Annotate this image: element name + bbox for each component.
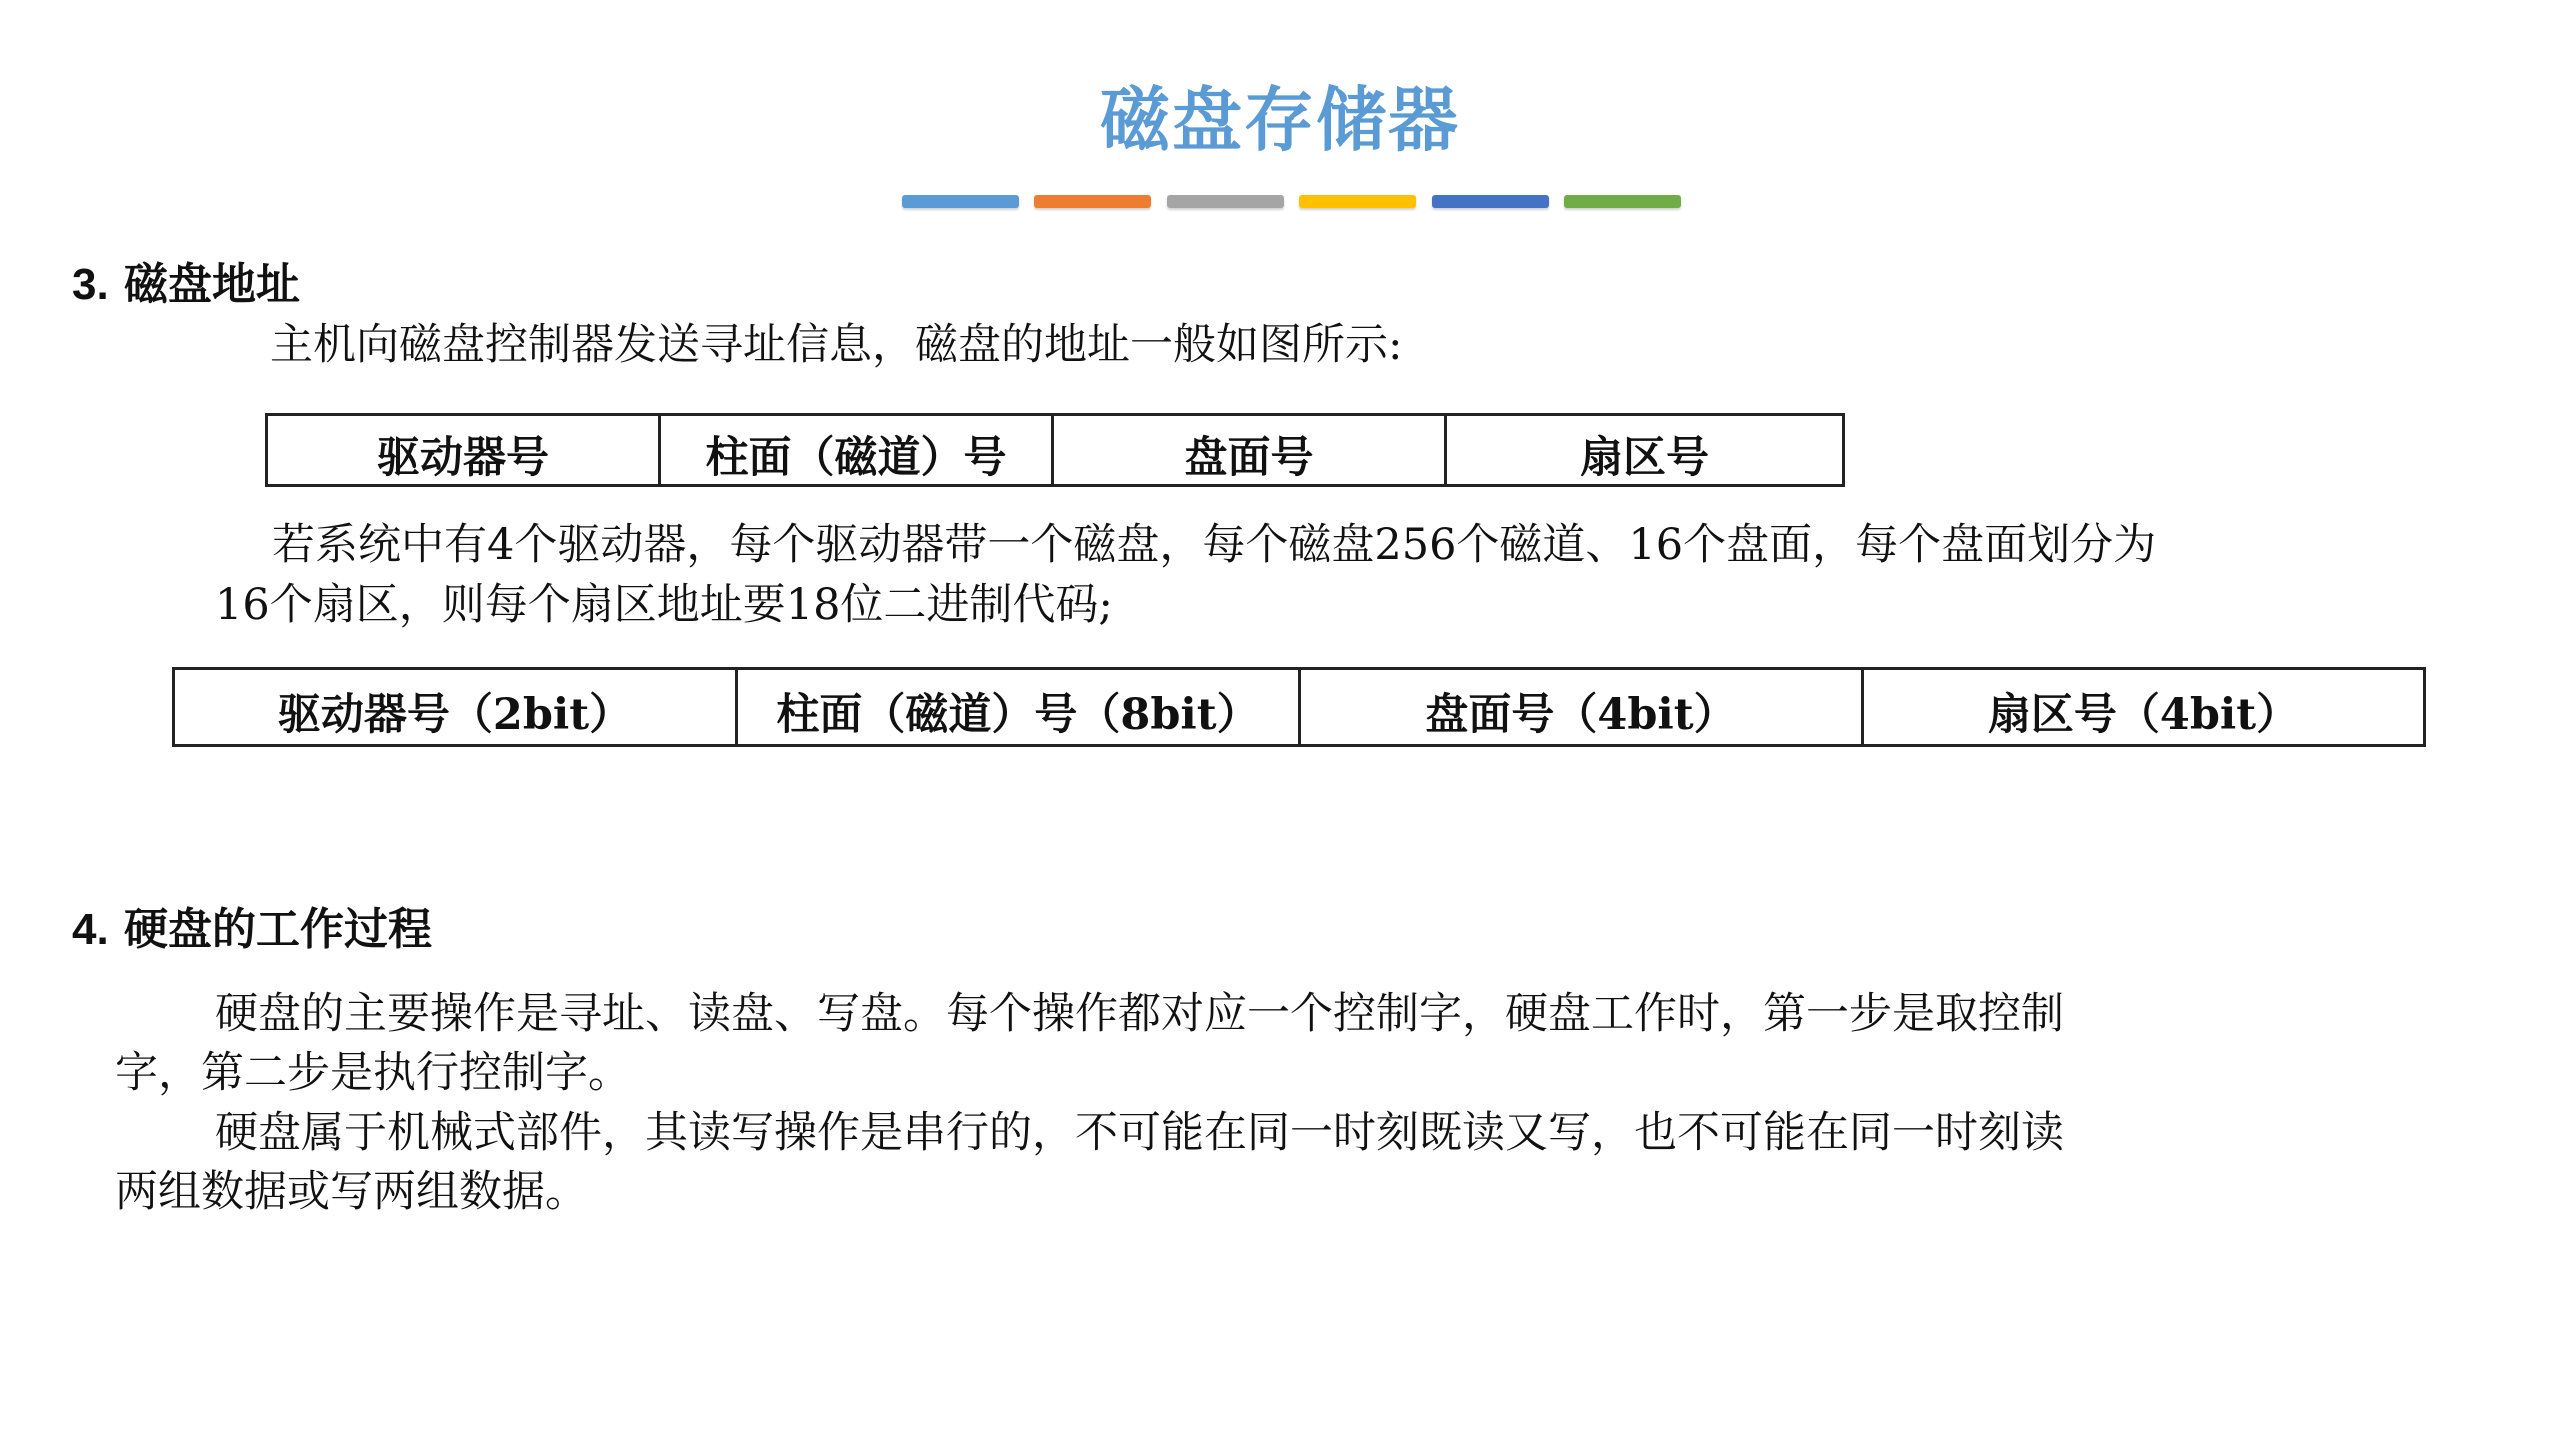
section-3-example-line1: 若系统中有4个驱动器，每个驱动器带一个磁盘，每个磁盘256个磁道、16个盘面，每个盘面划分为 [272,520,2157,570]
address-cell-surface: 盘面号 [1054,416,1447,484]
section-4-title: 硬盘的工作过程 [124,904,433,955]
section-4-p2-line2: 两组数据或写两组数据。 [115,1167,588,1217]
section-3-intro: 主机向磁盘控制器发送寻址信息，磁盘的地址一般如图所示: [270,320,1403,370]
section-4-heading [72,901,432,959]
address-cell-drive: 驱动器号 [268,416,661,484]
section-3-number: 3. [72,260,109,309]
address-cell-cylinder: 柱面（磁道）号 [661,416,1054,484]
bits-cell-sector: 扇区号（4bit） [1987,689,2300,740]
section-3-title: 磁盘地址 [124,259,301,310]
bits-cell-drive: 驱动器号（2bit） [175,670,738,744]
divider-bar-orange [1034,195,1151,208]
slide-title: 磁盘存储器 [1100,78,1460,161]
divider-bar-gray [1167,195,1284,208]
section-4-p2-line1: 硬盘属于机械式部件，其读写操作是串行的，不可能在同一时刻既读又写，也不可能在同一时刻读 [215,1108,2064,1158]
section-3-heading [72,256,300,314]
section-3-example-line2: 16个扇区，则每个扇区地址要18位二进制代码; [215,580,1113,630]
bits-cell-surface: 盘面号（4bit） [1301,670,1864,744]
divider-bar-blue [902,195,1019,208]
divider-bar-green [1564,195,1681,208]
section-4-number: 4. [72,905,109,954]
section-4-p1-line2: 字，第二步是执行控制字。 [115,1048,631,1098]
divider-bar-yellow [1299,195,1416,208]
title-divider [902,195,1682,209]
address-cell-sector: 扇区号 [1580,432,1709,483]
divider-bar-darkblue [1432,195,1549,208]
address-format-table [265,413,1845,487]
address-bits-table [172,667,2426,747]
section-4-p1-line1: 硬盘的主要操作是寻址、读盘、写盘。每个操作都对应一个控制字，硬盘工作时，第一步是取控制 [215,989,2064,1039]
bits-cell-cylinder: 柱面（磁道）号（8bit） [738,670,1301,744]
